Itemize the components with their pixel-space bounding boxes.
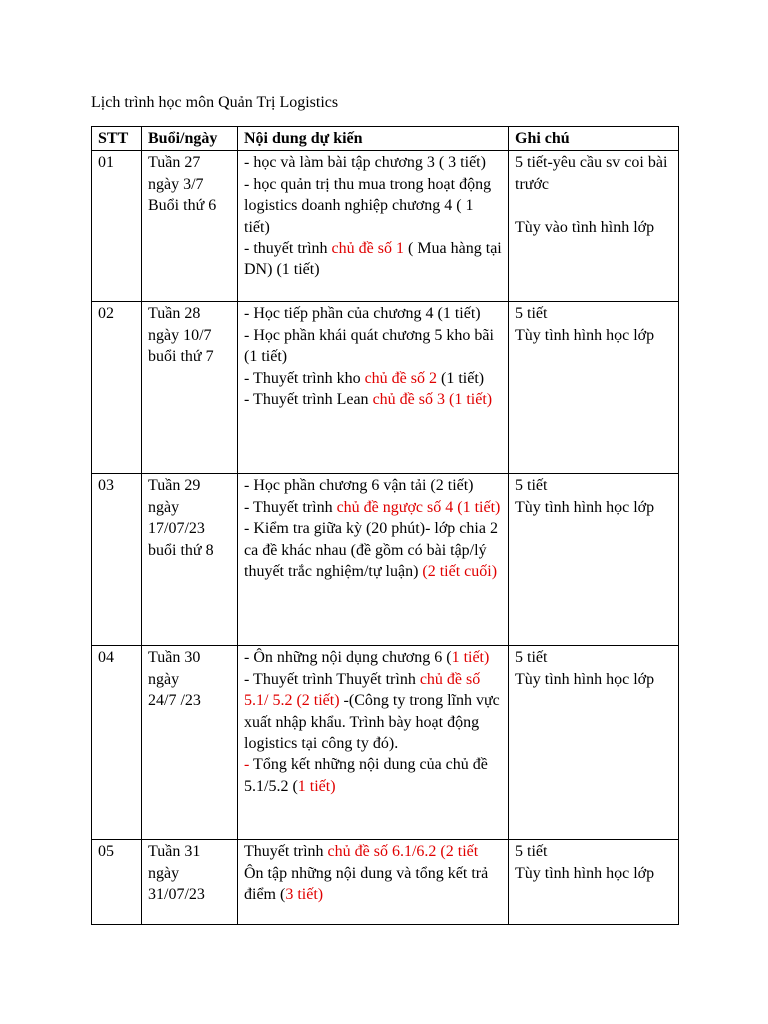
- cell-content: [238, 474, 509, 646]
- content-text: - Thuyết trình: [244, 498, 337, 516]
- table-row: [92, 840, 679, 925]
- content-item: [244, 841, 503, 862]
- content-item: [244, 475, 503, 496]
- cell-session: [142, 151, 238, 302]
- content-text: Tổng kết những nội dung của chủ đề 5.1/5.2 (: [244, 756, 488, 795]
- highlight-text: chủ đề số 6.1/6.2 (2 tiết: [327, 843, 479, 861]
- content-text: - Học tiếp phần của chương 4 (1 tiết): [244, 305, 481, 323]
- header-content: Nội dung dự kiến: [238, 127, 509, 151]
- session-line: Tuần 31: [148, 843, 201, 861]
- cell-note: [509, 646, 679, 840]
- session-line: buổi thứ 8: [148, 541, 214, 559]
- highlight-text: -: [244, 756, 250, 774]
- content-text: ( Mua hàng tại DN) (1 tiết): [244, 240, 502, 279]
- session-line: ngày 3/7: [148, 175, 204, 193]
- content-item: [244, 518, 503, 582]
- content-text: - Kiểm tra giữa kỳ (20 phút)- lớp chia 2 ca đề khác nhau (đề gồm có bài tập/lý thuyết trắc nghiệm/tự luận): [244, 520, 498, 581]
- cell-content: [238, 840, 509, 925]
- cell-stt: 05: [92, 840, 142, 925]
- highlight-text: chủ đề số 5.1/ 5.2 (2 tiết): [244, 670, 481, 710]
- cell-note: [509, 840, 679, 925]
- content-text: -(Công ty trong lĩnh vực xuất nhập khẩu. Trình bày hoạt động logistics tại công ty đó).: [244, 692, 500, 753]
- table-row: [92, 151, 679, 302]
- table-row: [92, 474, 679, 646]
- highlight-text: chủ đề số 1: [331, 240, 404, 258]
- cell-note: [509, 474, 679, 646]
- content-text: - Thuyết trình Lean: [244, 391, 373, 409]
- session-line: 24/7 /23: [148, 692, 201, 710]
- content-item: [244, 152, 503, 173]
- content-item: [244, 303, 503, 324]
- cell-stt: 01: [92, 151, 142, 302]
- session-line: ngày 10/7: [148, 326, 212, 344]
- content-item: [244, 497, 503, 518]
- session-line: ngày: [148, 864, 180, 882]
- cell-stt: 03: [92, 474, 142, 646]
- cell-session: [142, 474, 238, 646]
- note-line: 5 tiết-yêu cầu sv coi bài trước: [515, 154, 668, 193]
- cell-content: [238, 302, 509, 474]
- content-text: - Thuyết trình kho: [244, 369, 365, 387]
- note-line: [515, 195, 673, 216]
- content-text: - học quản trị thu mua trong hoạt động logistics doanh nghiệp chương 4 ( 1 tiết): [244, 175, 492, 236]
- cell-session: [142, 302, 238, 474]
- cell-note: [509, 302, 679, 474]
- content-text: - thuyết trình: [244, 240, 332, 258]
- content-item: [244, 174, 503, 238]
- content-item: [244, 325, 503, 368]
- session-line: Tuần 27: [148, 154, 201, 172]
- note-line: 5 tiết: [515, 477, 548, 495]
- content-item: [244, 669, 503, 755]
- content-item: [244, 368, 503, 389]
- cell-stt: 04: [92, 646, 142, 840]
- cell-session: [142, 646, 238, 840]
- highlight-text: (2 tiết cuối): [422, 563, 498, 581]
- session-line: 31/07/23: [148, 886, 205, 904]
- highlight-text: 1 tiết): [297, 777, 336, 795]
- session-line: Tuần 30: [148, 649, 201, 667]
- cell-stt: 02: [92, 302, 142, 474]
- note-line: Tùy vào tình hình lớp: [515, 218, 655, 236]
- content-text: - Thuyết trình Thuyết trình: [244, 670, 420, 688]
- session-line: 17/07/23: [148, 520, 205, 538]
- content-text: - Học phần chương 6 vận tải (2 tiết): [244, 477, 474, 495]
- content-text: Ôn tập những nội dung và tổng kết trả điểm (: [244, 864, 489, 904]
- content-text: Thuyết trình: [244, 843, 328, 861]
- content-item: [244, 754, 503, 797]
- header-note: Ghi chú: [509, 127, 679, 151]
- note-line: 5 tiết: [515, 305, 548, 323]
- header-stt: STT: [92, 127, 142, 151]
- content-text: - Học phần khái quát chương 5 kho bãi (1 tiết): [244, 326, 494, 366]
- content-item: [244, 647, 503, 668]
- highlight-text: chủ đề số 3 (1 tiết): [372, 391, 493, 409]
- table-row: [92, 646, 679, 840]
- content-item: [244, 238, 503, 281]
- note-line: Tùy tình hình học lớp: [515, 864, 655, 882]
- note-line: 5 tiết: [515, 649, 548, 667]
- table-row: [92, 302, 679, 474]
- session-line: ngày: [148, 498, 180, 516]
- cell-content: [238, 151, 509, 302]
- cell-note: [509, 151, 679, 302]
- schedule-table: [91, 126, 679, 925]
- content-item: [244, 389, 503, 410]
- content-item: [244, 863, 503, 906]
- session-line: Buổi thứ 6: [148, 197, 217, 215]
- header-session: Buổi/ngày: [142, 127, 238, 151]
- highlight-text: 3 tiết): [285, 886, 324, 904]
- content-text: - Ôn những nội dụng chương 6 (: [244, 649, 452, 667]
- cell-session: [142, 840, 238, 925]
- session-line: ngày: [148, 670, 180, 688]
- note-line: Tùy tình hình học lớp: [515, 670, 655, 688]
- page-title: Lịch trình học môn Quản Trị Logistics: [91, 94, 339, 111]
- table-header-row: [92, 127, 679, 151]
- cell-content: [238, 646, 509, 840]
- highlight-text: chủ đề ngược số 4 (1 tiết): [336, 498, 501, 516]
- session-line: Tuần 29: [148, 477, 201, 495]
- highlight-text: chủ đề số 2: [364, 369, 438, 387]
- note-line: Tùy tình hình học lớp: [515, 498, 655, 516]
- note-line: Tùy tình hình học lớp: [515, 326, 655, 344]
- session-line: Tuần 28: [148, 305, 201, 323]
- note-line: 5 tiết: [515, 843, 548, 861]
- content-text: (1 tiết): [437, 369, 485, 387]
- session-line: buổi thứ 7: [148, 348, 214, 366]
- content-text: - học và làm bài tập chương 3 ( 3 tiết): [244, 154, 486, 172]
- highlight-text: 1 tiết): [451, 649, 490, 667]
